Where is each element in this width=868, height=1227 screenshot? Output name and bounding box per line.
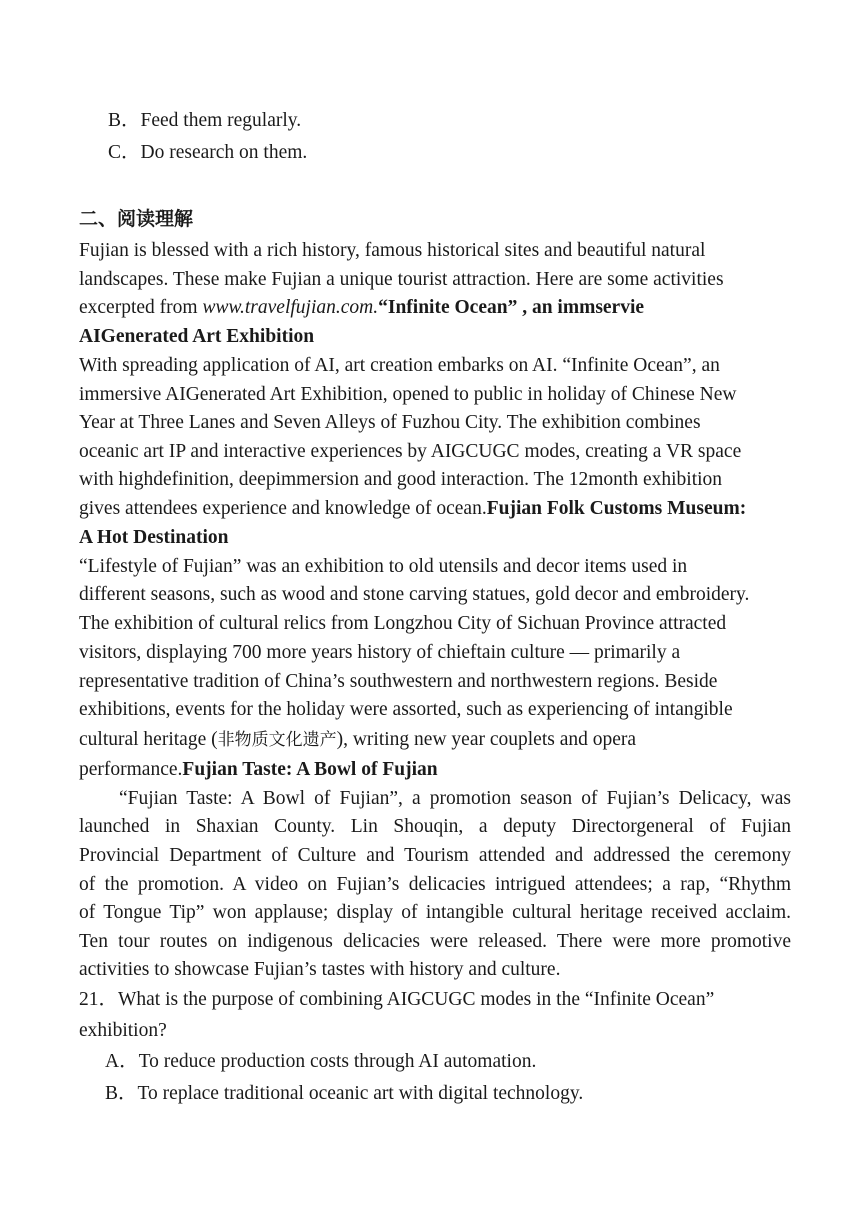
title-3: Fujian Taste: A Bowl of Fujian	[182, 759, 438, 780]
para1-last: gives attendees experience and knowledge of ocean.	[79, 498, 487, 519]
question-21-option-b: B．To replace traditional oceanic art with digital technology.	[105, 1083, 584, 1104]
para2-line: exhibitions, events for the holiday were assorted, such as experiencing of intangible	[79, 699, 733, 720]
para2-last: performance.	[79, 759, 183, 780]
prev-option-c: C．Do research on them.	[108, 142, 308, 163]
para3-line: launched in Shaxian County. Lin Shouqin, a deputy Directorgeneral of Fujian	[79, 816, 791, 837]
intro-line-3	[79, 296, 791, 320]
para3-line: Provincial Department of Culture and Tourism attended and addressed the ceremony	[79, 845, 791, 866]
prev-option-b: B．Feed them regularly.	[108, 110, 302, 131]
para2-line: “Lifestyle of Fujian” was an exhibition to old utensils and decor items used in	[79, 556, 688, 577]
para2-line-7	[79, 728, 791, 752]
para1-line: Year at Three Lanes and Seven Alleys of Fuzhou City. The exhibition combines	[79, 412, 701, 433]
question-21-option-a: A．To reduce production costs through AI automation.	[105, 1051, 537, 1072]
question-21-line-1: 21．What is the purpose of combining AIGCUGC modes in the “Infinite Ocean”	[79, 989, 715, 1010]
para3-line: “Fujian Taste: A Bowl of Fujian”, a promotion season of Fujian’s Delicacy, was	[119, 788, 791, 809]
title-2-part-1: Fujian Folk Customs Museum:	[486, 498, 747, 519]
question-21-line-2: exhibition?	[79, 1020, 167, 1041]
para2-last-line	[79, 758, 791, 782]
para2-line: The exhibition of cultural relics from Longzhou City of Sichuan Province attracted	[79, 613, 727, 634]
para1-line: oceanic art IP and interactive experiences by AIGCUGC modes, creating a VR space	[79, 441, 742, 462]
para3-line: of Tongue Tip” won applause; display of intangible cultural heritage received acclaim.	[79, 902, 791, 923]
intro-line-2: landscapes. These make Fujian a unique tourist attraction. Here are some activities	[79, 269, 724, 290]
website-text: www.travelfujian.com.	[202, 297, 379, 318]
para2-line7-before: cultural heritage (	[79, 729, 218, 750]
title-1-part-1: “Infinite Ocean” , an immservie	[378, 297, 645, 318]
para1-line: With spreading application of AI, art creation embarks on AI. “Infinite Ocean”, an	[79, 355, 720, 376]
para1-line: immersive AIGenerated Art Exhibition, opened to public in holiday of Chinese New	[79, 384, 737, 405]
intro-line-1: Fujian is blessed with a rich history, famous historical sites and beautiful natural	[79, 240, 706, 261]
para3-line: Ten tour routes on indigenous delicacies were released. There were more promotive	[79, 931, 791, 952]
chinese-term: 非物质文化遗产	[217, 730, 337, 750]
intro-prefix: excerpted from	[79, 297, 203, 318]
section-heading: 二、阅读理解	[79, 208, 194, 230]
title-2-part-2: A Hot Destination	[79, 527, 229, 548]
para3-last-line: activities to showcase Fujian’s tastes with history and culture.	[79, 959, 561, 980]
title-1-part-2: AIGenerated Art Exhibition	[79, 326, 315, 347]
para2-line7-after: ), writing new year couplets and opera	[336, 729, 637, 750]
para1-line: with highdefinition, deepimmersion and good interaction. The 12month exhibition	[79, 469, 723, 490]
para2-line: visitors, displaying 700 more years history of chieftain culture — primarily a	[79, 642, 681, 663]
para1-last-line	[79, 497, 791, 521]
para2-line: different seasons, such as wood and stone carving statues, gold decor and embroidery.	[79, 584, 750, 605]
para3-line: of the promotion. A video on Fujian’s delicacies intrigued attendees; a rap, “Rhythm	[79, 874, 791, 895]
para2-line: representative tradition of China’s southwestern and northwestern regions. Beside	[79, 671, 718, 692]
